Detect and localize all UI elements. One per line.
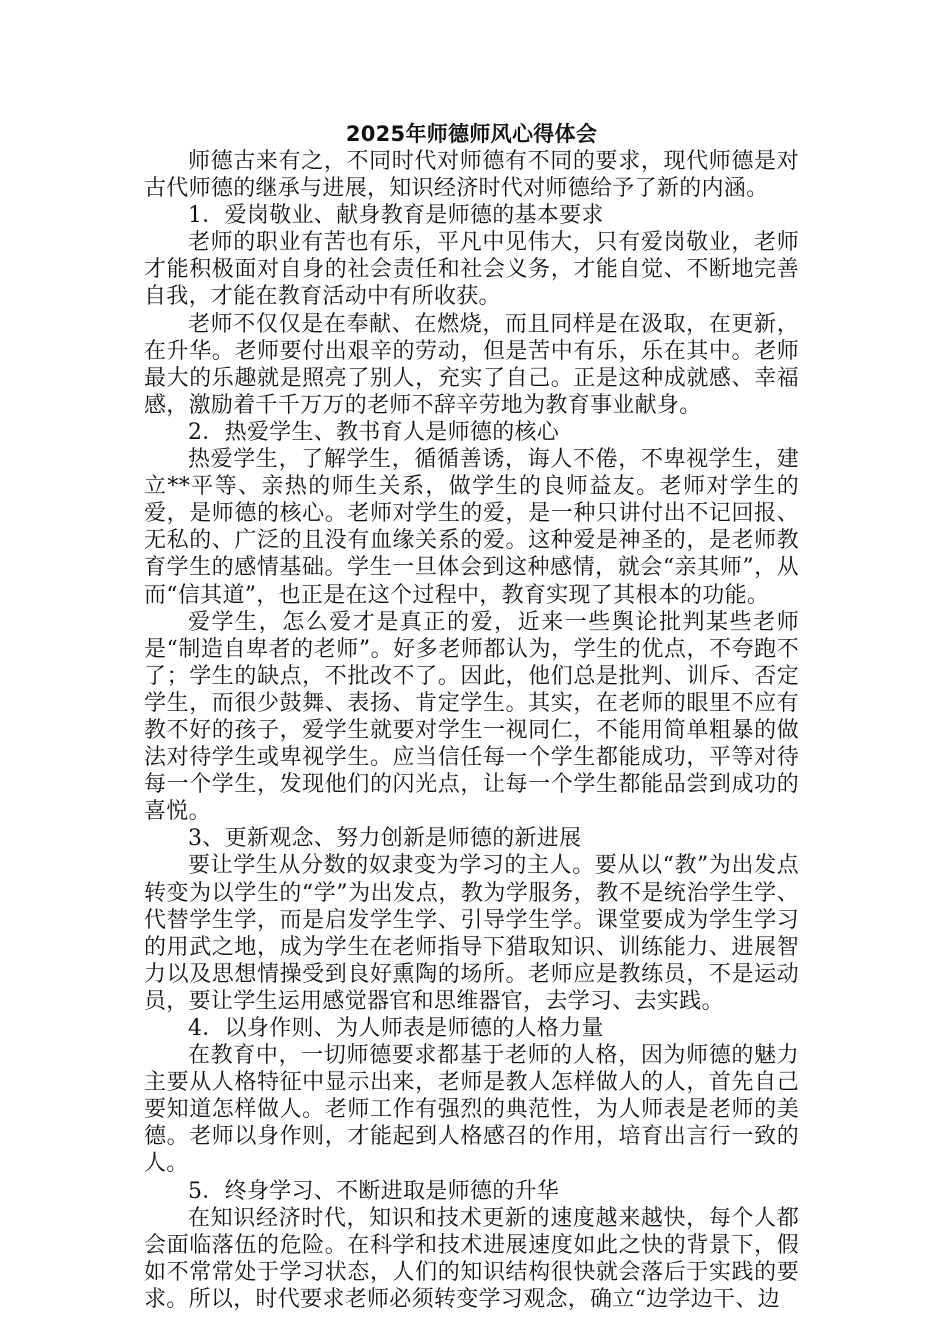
section-heading-2: 2．热爱学生、教书育人是师德的核心	[188, 419, 560, 445]
document-page	[144, 121, 799, 1313]
paragraph: 在教育中，一切师德要求都基于老师的人格，因为师德的魅力主要从人格特征中显示出来，老师是教人怎样做人的人，首先自己要知道怎样做人。老师工作有强烈的典范性，为人师表是老师的美德。老师以身作则，才能起到人格感召的作用，培育出言行一致的人。	[144, 1043, 799, 1177]
paragraph: 老师不仅仅是在奉献、在燃烧，而且同样是在汲取，在更新，在升华。老师要付出艰辛的劳动，但是苦中有乐，乐在其中。老师最大的乐趣就是照亮了别人，充实了自己。正是这种成就感、幸福感，激励着千千万万的老师不辞辛劳地为教育事业献身。	[144, 311, 799, 418]
document-title: 2025年师德师风心得体会	[345, 122, 598, 146]
paragraph: 在知识经济时代，知识和技术更新的速度越来越快，每个人都会面临落伍的危险。在科学和技术进展速度如此之快的背景下，假如不常常处于学习状态，人们的知识结构很快就会落后于实践的要求。所以，时代要求老师必须转变学习观念，确立“边学边干、边	[144, 1205, 799, 1312]
paragraph: 要让学生从分数的奴隶变为学习的主人。要从以“教”为出发点转变为以学生的“学”为出发点，教为学服务，教不是统治学生学、代替学生学，而是启发学生学、引导学生学。课堂要成为学生学习的用武之地，成为学生在老师指导下猎取知识、训练能力、进展智力以及思想情操受到良好熏陶的场所。老师应是教练员，不是运动员，要让学生运用感觉器官和思维器官，去学习、去实践。	[144, 853, 799, 1014]
paragraph: 热爱学生，了解学生，循循善诱，诲人不倦，不卑视学生，建立**平等、亲热的师生关系，做学生的良师益友。老师对学生的爱，是师德的核心。老师对学生的爱，是一种只讲付出不记回报、无私的、广泛的且没有血缘关系的爱。这种爱是神圣的，是老师教育学生的感情基础。学生一旦体会到这种感情，就会“亲其师”，从而“信其道”，也正是在这个过程中，教育实现了其根本的功能。	[144, 447, 799, 608]
section-heading-4: 4．以身作则、为人师表是师德的人格力量	[188, 1016, 604, 1041]
section-heading-3: 3、更新观念、努力创新是师德的新进展	[188, 826, 582, 852]
section-heading-5: 5．终身学习、不断进取是师德的升华	[188, 1178, 560, 1204]
paragraph: 爱学生，怎么爱才是真正的爱，近来一些舆论批判某些老师是“制造自卑者的老师”。好多老师都认为，学生的优点，不夸跑不了；学生的缺点，不批改不了。因此，他们总是批判、训斥、否定学生，而很少鼓舞、表扬、肯定学生。其实，在老师的眼里不应有教不好的孩子，爱学生就要对学生一视同仁，不能用简单粗暴的做法对待学生或卑视学生。应当信任每一个学生都能成功，平等对待每一个学生，发现他们的闪光点，让每一个学生都能品尝到成功的喜悦。	[144, 609, 799, 825]
paragraph: 老师的职业有苦也有乐，平凡中见伟大，只有爱岗敬业，老师才能积极面对自身的社会责任和社会义务，才能自觉、不断地完善自我，才能在教育活动中有所收获。	[144, 230, 799, 310]
section-heading-1: 1．爱岗敬业、献身教育是师德的基本要求	[188, 203, 604, 229]
paragraph-intro: 师德古来有之，不同时代对师德有不同的要求，现代师德是对古代师德的继承与进展，知识经济时代对师德给予了新的内涵。	[144, 149, 799, 202]
